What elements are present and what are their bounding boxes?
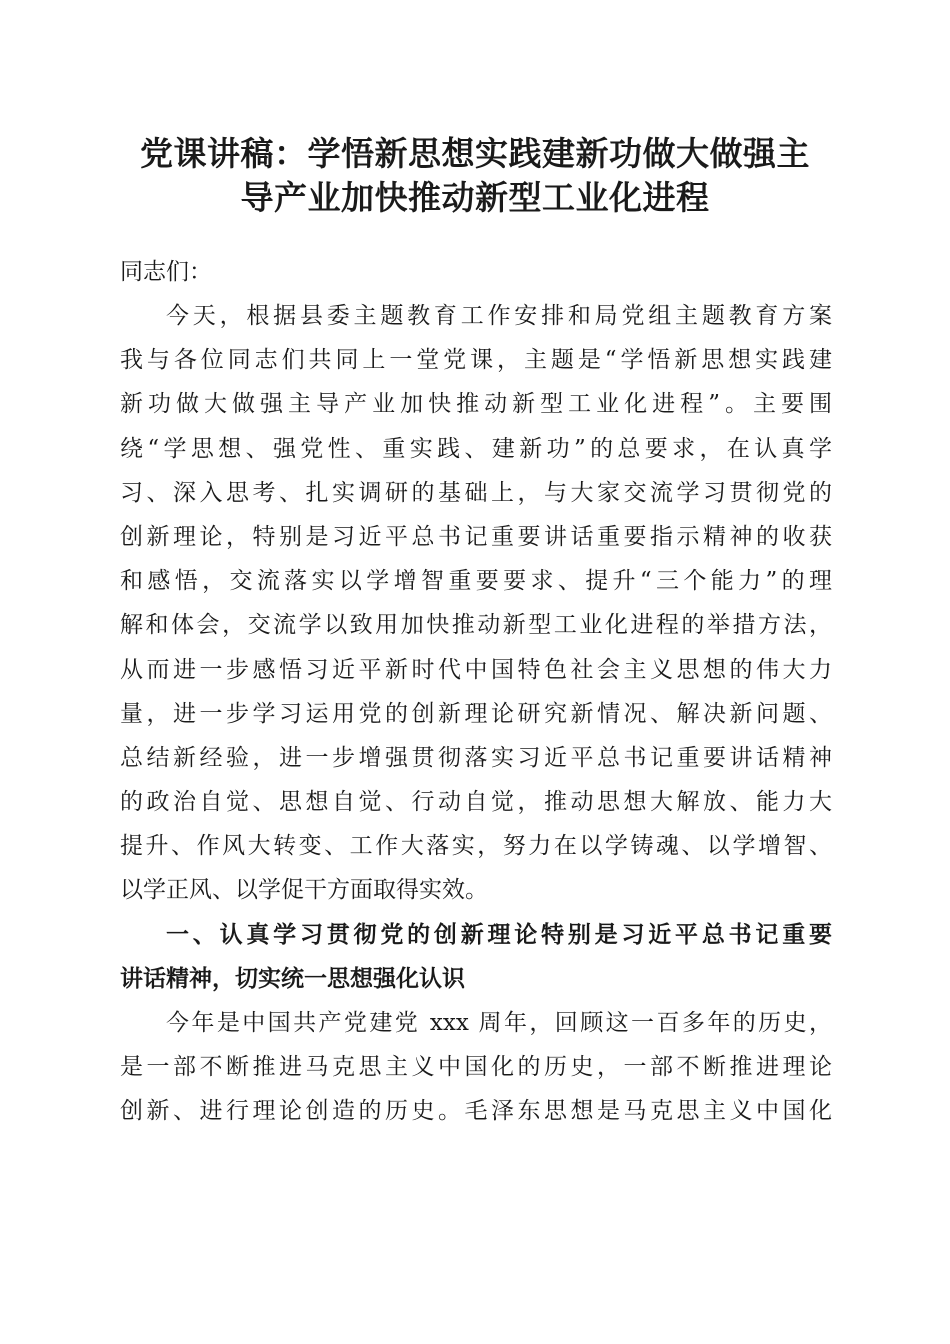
paragraph-line: 习、深入思考、扎实调研的基础上，与大家交流学习贯彻党的 (120, 479, 832, 506)
paragraph-line: 绕“学思想、强党性、重实践、建新功”的总要求，在认真学 (120, 435, 832, 462)
paragraph-line: 解和体会，交流学以致用加快推动新型工业化进程的举措方法， (120, 612, 832, 639)
paragraph-line: 是一部不断推进马克思主义中国化的历史，一部不断推进理论 (120, 1054, 832, 1081)
section-heading-line: 讲话精神，切实统一思想强化认识 (120, 965, 465, 992)
paragraph-line: 创新、进行理论创造的历史。毛泽东思想是马克思主义中国化 (120, 1098, 832, 1125)
paragraph-line: 今天，根据县委主题教育工作安排和局党组主题教育方案 (166, 303, 832, 329)
title-line-1: 党课讲稿：学悟新思想实践建新功做大做强主 (140, 134, 810, 173)
paragraph-line: 创新理论，特别是习近平总书记重要讲话重要指示精神的收获 (120, 523, 832, 550)
paragraph-line: 的政治自觉、思想自觉、行动自觉，推动思想大解放、能力大 (120, 789, 832, 816)
section-heading-line: 一、认真学习贯彻党的创新理论特别是习近平总书记重要 (166, 921, 832, 948)
paragraph-line: 我与各位同志们共同上一堂党课，主题是“学悟新思想实践建 (120, 347, 832, 374)
document-body (120, 250, 832, 1134)
paragraph-line: 从而进一步感悟习近平新时代中国特色社会主义思想的伟大力 (120, 656, 832, 683)
paragraph-line: 新功做大做强主导产业加快推动新型工业化进程”。主要围 (120, 391, 832, 418)
title-line-2: 导产业加快推动新型工业化进程 (240, 178, 710, 217)
section-heading (120, 913, 832, 1001)
section-paragraph (120, 1001, 832, 1134)
paragraph-line: 提升、作风大转变、工作大落实，努力在以学铸魂、以学增智、 (120, 833, 832, 860)
paragraph-line: 总结新经验，进一步增强贯彻落实习近平总书记重要讲话精神 (120, 744, 832, 771)
paragraph-line: 今年是中国共产党建党 xxx 周年，回顾这一百多年的历史， (166, 1010, 832, 1036)
intro-paragraph (120, 294, 832, 913)
document-title (100, 132, 850, 220)
salutation: 同志们： (120, 259, 212, 285)
paragraph-line: 和感悟，交流落实以学增智重要要求、提升“三个能力”的理 (120, 568, 832, 595)
paragraph-line: 量，进一步学习运用党的创新理论研究新情况、解决新问题、 (120, 700, 832, 727)
paragraph-line: 以学正风、以学促干方面取得实效。 (120, 877, 488, 904)
